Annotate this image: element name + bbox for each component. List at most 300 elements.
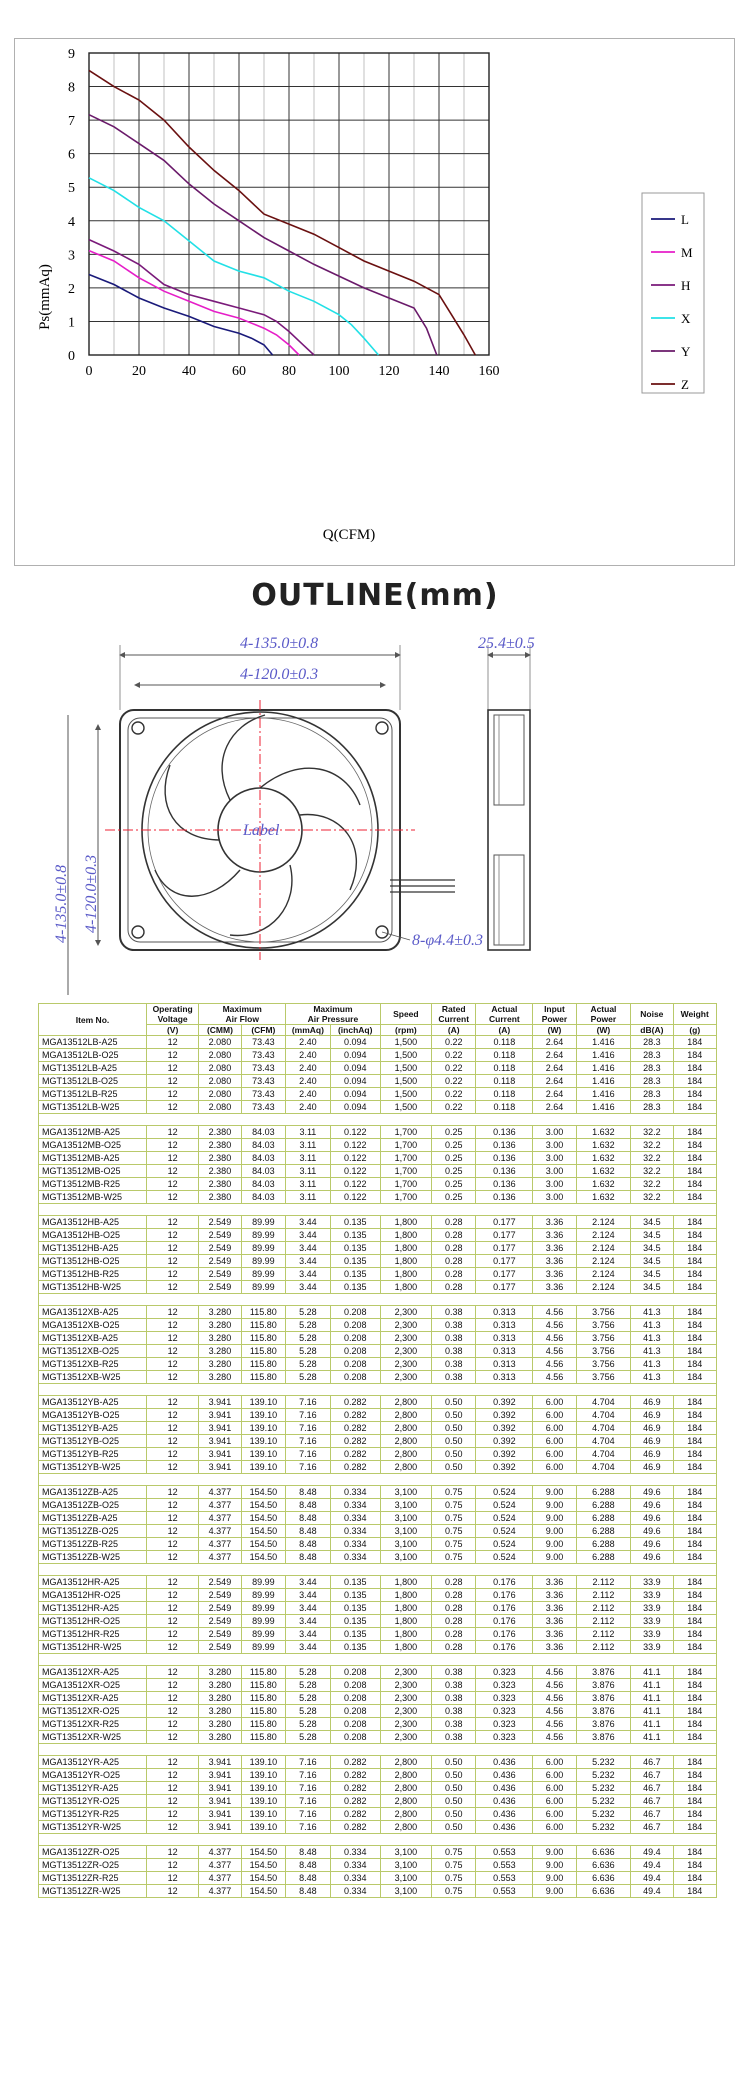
spec-cell: 115.80 (241, 1319, 286, 1332)
separator-cell (39, 1474, 717, 1486)
spec-cell: 2,300 (380, 1358, 431, 1371)
spec-cell: 115.80 (241, 1345, 286, 1358)
spec-cell: 0.208 (330, 1371, 380, 1384)
item-no-cell: MGT13512HB-R25 (39, 1268, 147, 1281)
spec-cell: 12 (146, 1808, 198, 1821)
table-row (39, 1666, 717, 1679)
spec-cell: 4.56 (533, 1358, 576, 1371)
spec-cell: 184 (673, 1075, 717, 1088)
spec-cell: 34.5 (631, 1242, 673, 1255)
spec-cell: 4.704 (576, 1396, 631, 1409)
spec-cell: 9.00 (533, 1486, 576, 1499)
spec-cell: 4.704 (576, 1422, 631, 1435)
spec-cell: 0.118 (476, 1088, 533, 1101)
spec-cell: 9.00 (533, 1885, 576, 1898)
spec-cell: 9.00 (533, 1846, 576, 1859)
spec-cell: 0.75 (431, 1551, 476, 1564)
spec-cell: 139.10 (241, 1448, 286, 1461)
spec-cell: 1,700 (380, 1165, 431, 1178)
spec-cell: 84.03 (241, 1191, 286, 1204)
spec-cell: 184 (673, 1551, 717, 1564)
spec-cell: 89.99 (241, 1216, 286, 1229)
spec-cell: 184 (673, 1409, 717, 1422)
table-row (39, 1872, 717, 1885)
spec-cell: 2.549 (199, 1589, 241, 1602)
spec-cell: 4.377 (199, 1512, 241, 1525)
series-line-l (89, 275, 273, 356)
item-no-cell: MGA13512HR-O25 (39, 1589, 147, 1602)
spec-cell: 2.64 (533, 1075, 576, 1088)
spec-cell: 0.22 (431, 1036, 476, 1049)
spec-cell: 184 (673, 1229, 717, 1242)
spec-cell: 2,800 (380, 1795, 431, 1808)
spec-cell: 4.377 (199, 1486, 241, 1499)
item-no-cell: MGT13512ZR-R25 (39, 1872, 147, 1885)
spec-cell: 3.941 (199, 1448, 241, 1461)
spec-cell: 0.135 (330, 1628, 380, 1641)
spec-cell: 184 (673, 1499, 717, 1512)
item-no-cell: MGT13512HB-W25 (39, 1281, 147, 1294)
spec-cell: 3.44 (286, 1268, 331, 1281)
spec-cell: 0.50 (431, 1409, 476, 1422)
table-row (39, 1178, 717, 1191)
spec-cell: 0.122 (330, 1152, 380, 1165)
spec-cell: 0.392 (476, 1422, 533, 1435)
spec-cell: 46.9 (631, 1422, 673, 1435)
spec-cell: 1,800 (380, 1641, 431, 1654)
table-row (39, 1551, 717, 1564)
spec-cell: 3.36 (533, 1628, 576, 1641)
spec-cell: 3.36 (533, 1229, 576, 1242)
table-row (39, 1461, 717, 1474)
spec-cell: 2.124 (576, 1229, 631, 1242)
spec-cell: 8.48 (286, 1846, 331, 1859)
spec-cell: 3,100 (380, 1885, 431, 1898)
spec-cell: 1.632 (576, 1178, 631, 1191)
y-tick-label: 0 (68, 349, 75, 364)
spec-cell: 41.3 (631, 1332, 673, 1345)
spec-cell: 0.282 (330, 1435, 380, 1448)
spec-cell: 0.135 (330, 1615, 380, 1628)
spec-cell: 46.9 (631, 1448, 673, 1461)
spec-cell: 12 (146, 1049, 198, 1062)
spec-cell: 0.094 (330, 1062, 380, 1075)
spec-cell: 49.6 (631, 1499, 673, 1512)
spec-cell: 9.00 (533, 1499, 576, 1512)
spec-cell: 0.118 (476, 1075, 533, 1088)
spec-cell: 2.080 (199, 1075, 241, 1088)
item-no-cell: MGA13512MB-A25 (39, 1126, 147, 1139)
spec-cell: 0.177 (476, 1255, 533, 1268)
spec-cell: 184 (673, 1152, 717, 1165)
spec-cell: 3,100 (380, 1859, 431, 1872)
spec-cell: 32.2 (631, 1152, 673, 1165)
spec-cell: 7.16 (286, 1422, 331, 1435)
spec-cell: 0.282 (330, 1409, 380, 1422)
spec-cell: 3.36 (533, 1576, 576, 1589)
header-voltage: Operating Voltage (146, 1004, 198, 1025)
spec-cell: 184 (673, 1088, 717, 1101)
spec-cell: 115.80 (241, 1306, 286, 1319)
spec-cell: 7.16 (286, 1782, 331, 1795)
spec-cell: 4.377 (199, 1846, 241, 1859)
spec-cell: 184 (673, 1126, 717, 1139)
item-no-cell: MGA13512ZB-O25 (39, 1499, 147, 1512)
spec-cell: 33.9 (631, 1615, 673, 1628)
spec-cell: 0.75 (431, 1486, 476, 1499)
spec-cell: 12 (146, 1628, 198, 1641)
spec-cell: 5.232 (576, 1756, 631, 1769)
table-row (39, 1795, 717, 1808)
spec-cell: 184 (673, 1512, 717, 1525)
spec-cell: 0.118 (476, 1049, 533, 1062)
item-no-cell: MGT13512XR-A25 (39, 1692, 147, 1705)
table-row (39, 1448, 717, 1461)
table-row (39, 1486, 717, 1499)
spec-cell: 73.43 (241, 1036, 286, 1049)
group-separator (39, 1204, 717, 1216)
spec-cell: 49.4 (631, 1846, 673, 1859)
spec-cell: 0.282 (330, 1422, 380, 1435)
spec-cell: 0.136 (476, 1191, 533, 1204)
spec-cell: 184 (673, 1782, 717, 1795)
x-tick-label: 120 (378, 364, 400, 379)
item-no-cell: MGA13512HB-A25 (39, 1216, 147, 1229)
spec-cell: 3.00 (533, 1165, 576, 1178)
spec-table-container (38, 1003, 717, 1898)
spec-cell: 4.704 (576, 1461, 631, 1474)
separator-cell (39, 1294, 717, 1306)
spec-cell: 0.094 (330, 1036, 380, 1049)
dim-outer-height: 4-135.0±0.8 (53, 864, 70, 943)
table-row (39, 1782, 717, 1795)
item-no-cell: MGT13512HR-R25 (39, 1628, 147, 1641)
spec-cell: 9.00 (533, 1512, 576, 1525)
table-row (39, 1602, 717, 1615)
spec-cell: 28.3 (631, 1075, 673, 1088)
unit-cell: (A) (476, 1025, 533, 1036)
item-no-cell: MGT13512YR-O25 (39, 1795, 147, 1808)
spec-cell: 2.380 (199, 1178, 241, 1191)
spec-cell: 3,100 (380, 1551, 431, 1564)
spec-cell: 46.7 (631, 1769, 673, 1782)
spec-cell: 8.48 (286, 1872, 331, 1885)
spec-cell: 49.6 (631, 1551, 673, 1564)
spec-cell: 2.40 (286, 1036, 331, 1049)
spec-cell: 12 (146, 1229, 198, 1242)
spec-cell: 4.56 (533, 1731, 576, 1744)
header-input-power: Input Power (533, 1004, 576, 1025)
spec-cell: 184 (673, 1332, 717, 1345)
spec-cell: 0.313 (476, 1345, 533, 1358)
legend-box (642, 193, 704, 393)
spec-cell: 0.176 (476, 1628, 533, 1641)
spec-cell: 0.135 (330, 1216, 380, 1229)
spec-cell: 3.36 (533, 1589, 576, 1602)
unit-cell: (CMM) (199, 1025, 241, 1036)
spec-cell: 12 (146, 1448, 198, 1461)
unit-cell: (g) (673, 1025, 717, 1036)
spec-cell: 3.44 (286, 1602, 331, 1615)
spec-cell: 89.99 (241, 1281, 286, 1294)
table-row (39, 1062, 717, 1075)
spec-cell: 0.118 (476, 1101, 533, 1114)
spec-cell: 8.48 (286, 1499, 331, 1512)
spec-cell: 8.48 (286, 1885, 331, 1898)
spec-cell: 0.135 (330, 1576, 380, 1589)
spec-cell: 3.280 (199, 1306, 241, 1319)
spec-cell: 0.38 (431, 1718, 476, 1731)
group-separator (39, 1564, 717, 1576)
spec-cell: 3.756 (576, 1358, 631, 1371)
item-no-cell: MGT13512ZB-R25 (39, 1538, 147, 1551)
spec-cell: 2.080 (199, 1036, 241, 1049)
item-no-cell: MGT13512YB-O25 (39, 1435, 147, 1448)
spec-cell: 0.323 (476, 1705, 533, 1718)
spec-cell: 3,100 (380, 1512, 431, 1525)
spec-cell: 41.3 (631, 1319, 673, 1332)
spec-cell: 0.75 (431, 1512, 476, 1525)
spec-cell: 0.282 (330, 1821, 380, 1834)
spec-cell: 0.38 (431, 1679, 476, 1692)
spec-cell: 184 (673, 1448, 717, 1461)
spec-cell: 2,800 (380, 1409, 431, 1422)
table-row (39, 1499, 717, 1512)
header-rated-current: Rated Current (431, 1004, 476, 1025)
item-no-cell: MGT13512MB-O25 (39, 1165, 147, 1178)
spec-cell: 12 (146, 1615, 198, 1628)
spec-cell: 2.40 (286, 1101, 331, 1114)
spec-cell: 184 (673, 1165, 717, 1178)
unit-cell: (rpm) (380, 1025, 431, 1036)
spec-cell: 0.135 (330, 1281, 380, 1294)
spec-cell: 0.50 (431, 1795, 476, 1808)
unit-cell: (V) (146, 1025, 198, 1036)
separator-cell (39, 1654, 717, 1666)
y-axis-label: Ps(mmAq) (37, 264, 53, 330)
y-tick-label: 5 (68, 181, 75, 197)
series-line-m (89, 251, 299, 355)
spec-cell: 1,700 (380, 1139, 431, 1152)
spec-cell: 12 (146, 1139, 198, 1152)
spec-cell: 154.50 (241, 1486, 286, 1499)
item-no-cell: MGA13512HR-A25 (39, 1576, 147, 1589)
spec-cell: 2.64 (533, 1036, 576, 1049)
spec-cell: 28.3 (631, 1036, 673, 1049)
spec-cell: 2,800 (380, 1448, 431, 1461)
spec-cell: 5.28 (286, 1718, 331, 1731)
spec-cell: 1,500 (380, 1101, 431, 1114)
spec-cell: 0.177 (476, 1242, 533, 1255)
spec-cell: 4.704 (576, 1448, 631, 1461)
spec-cell: 1.632 (576, 1139, 631, 1152)
spec-cell: 2,300 (380, 1306, 431, 1319)
spec-cell: 2.112 (576, 1589, 631, 1602)
spec-cell: 0.524 (476, 1499, 533, 1512)
spec-cell: 6.288 (576, 1499, 631, 1512)
table-row (39, 1139, 717, 1152)
spec-cell: 41.3 (631, 1358, 673, 1371)
spec-cell: 3.44 (286, 1589, 331, 1602)
spec-cell: 0.136 (476, 1178, 533, 1191)
spec-cell: 0.28 (431, 1229, 476, 1242)
table-row (39, 1589, 717, 1602)
table-row (39, 1435, 717, 1448)
spec-cell: 184 (673, 1358, 717, 1371)
outline-drawing (53, 615, 740, 950)
spec-cell: 184 (673, 1718, 717, 1731)
spec-cell: 0.177 (476, 1281, 533, 1294)
spec-cell: 0.208 (330, 1332, 380, 1345)
spec-cell: 0.553 (476, 1872, 533, 1885)
spec-cell: 2.549 (199, 1255, 241, 1268)
chart-legend (642, 193, 704, 393)
spec-cell: 139.10 (241, 1396, 286, 1409)
item-no-cell: MGA13512XB-A25 (39, 1306, 147, 1319)
spec-cell: 0.25 (431, 1152, 476, 1165)
header-weight: Weight (673, 1004, 717, 1025)
item-no-cell: MGT13512ZR-O25 (39, 1859, 147, 1872)
spec-cell: 0.524 (476, 1551, 533, 1564)
spec-cell: 154.50 (241, 1499, 286, 1512)
item-no-cell: MGT13512LB-A25 (39, 1062, 147, 1075)
spec-cell: 12 (146, 1538, 198, 1551)
spec-cell: 1,800 (380, 1242, 431, 1255)
spec-cell: 12 (146, 1705, 198, 1718)
spec-cell: 184 (673, 1049, 717, 1062)
spec-cell: 3.941 (199, 1782, 241, 1795)
table-row (39, 1049, 717, 1062)
spec-cell: 46.9 (631, 1409, 673, 1422)
table-row (39, 1088, 717, 1101)
spec-cell: 139.10 (241, 1422, 286, 1435)
spec-cell: 184 (673, 1846, 717, 1859)
spec-cell: 6.636 (576, 1872, 631, 1885)
dim-inner-height: 4-120.0±0.3 (83, 854, 100, 933)
spec-cell: 7.16 (286, 1461, 331, 1474)
separator-cell (39, 1834, 717, 1846)
spec-cell: 1,700 (380, 1191, 431, 1204)
spec-cell: 0.524 (476, 1538, 533, 1551)
spec-cell: 89.99 (241, 1589, 286, 1602)
x-tick-label: 160 (478, 364, 500, 379)
spec-cell: 12 (146, 1319, 198, 1332)
spec-cell: 1.416 (576, 1075, 631, 1088)
spec-cell: 46.7 (631, 1756, 673, 1769)
spec-cell: 2.112 (576, 1576, 631, 1589)
spec-cell: 184 (673, 1036, 717, 1049)
spec-cell: 184 (673, 1628, 717, 1641)
item-no-cell: MGT13512XB-O25 (39, 1345, 147, 1358)
spec-cell: 32.2 (631, 1178, 673, 1191)
spec-cell: 1,700 (380, 1178, 431, 1191)
spec-cell: 1.632 (576, 1126, 631, 1139)
spec-cell: 4.377 (199, 1551, 241, 1564)
spec-cell: 4.377 (199, 1885, 241, 1898)
spec-cell: 12 (146, 1075, 198, 1088)
spec-cell: 6.288 (576, 1551, 631, 1564)
spec-cell: 4.56 (533, 1666, 576, 1679)
spec-cell: 0.392 (476, 1448, 533, 1461)
spec-cell: 3.44 (286, 1242, 331, 1255)
spec-cell: 73.43 (241, 1062, 286, 1075)
spec-cell: 0.094 (330, 1075, 380, 1088)
spec-cell: 12 (146, 1306, 198, 1319)
table-row (39, 1846, 717, 1859)
spec-cell: 12 (146, 1589, 198, 1602)
spec-cell: 2.549 (199, 1281, 241, 1294)
item-no-cell: MGT13512HR-W25 (39, 1641, 147, 1654)
spec-cell: 49.6 (631, 1512, 673, 1525)
spec-cell: 3.941 (199, 1821, 241, 1834)
spec-cell: 1,800 (380, 1281, 431, 1294)
spec-cell: 2,800 (380, 1396, 431, 1409)
spec-cell: 0.208 (330, 1692, 380, 1705)
spec-cell: 1.632 (576, 1165, 631, 1178)
table-row (39, 1859, 717, 1872)
spec-cell: 4.56 (533, 1345, 576, 1358)
spec-cell: 3.876 (576, 1692, 631, 1705)
spec-cell: 6.00 (533, 1422, 576, 1435)
spec-cell: 0.334 (330, 1551, 380, 1564)
table-row (39, 1101, 717, 1114)
spec-cell: 12 (146, 1101, 198, 1114)
spec-cell: 12 (146, 1551, 198, 1564)
spec-cell: 0.28 (431, 1281, 476, 1294)
spec-cell: 184 (673, 1396, 717, 1409)
spec-cell: 41.3 (631, 1371, 673, 1384)
spec-cell: 5.28 (286, 1666, 331, 1679)
spec-cell: 84.03 (241, 1152, 286, 1165)
spec-cell: 184 (673, 1191, 717, 1204)
spec-cell: 139.10 (241, 1808, 286, 1821)
item-no-cell: MGA13512XR-A25 (39, 1666, 147, 1679)
spec-cell: 115.80 (241, 1718, 286, 1731)
spec-cell: 0.28 (431, 1589, 476, 1602)
item-no-cell: MGT13512MB-W25 (39, 1191, 147, 1204)
spec-cell: 2.64 (533, 1088, 576, 1101)
spec-cell: 3,100 (380, 1525, 431, 1538)
spec-cell: 0.75 (431, 1499, 476, 1512)
unit-cell: (mmAq) (286, 1025, 331, 1036)
spec-cell: 0.50 (431, 1422, 476, 1435)
pq-chart (14, 38, 735, 566)
spec-cell: 6.00 (533, 1448, 576, 1461)
spec-cell: 0.28 (431, 1641, 476, 1654)
spec-cell: 12 (146, 1242, 198, 1255)
separator-cell (39, 1114, 717, 1126)
spec-cell: 33.9 (631, 1589, 673, 1602)
spec-cell: 41.1 (631, 1731, 673, 1744)
item-no-cell: MGT13512XR-W25 (39, 1731, 147, 1744)
spec-cell: 5.28 (286, 1371, 331, 1384)
spec-cell: 12 (146, 1769, 198, 1782)
table-row (39, 1152, 717, 1165)
spec-cell: 0.282 (330, 1808, 380, 1821)
spec-cell: 12 (146, 1859, 198, 1872)
spec-cell: 46.9 (631, 1396, 673, 1409)
item-no-cell: MGT13512XB-W25 (39, 1371, 147, 1384)
spec-cell: 33.9 (631, 1602, 673, 1615)
spec-cell: 3.11 (286, 1191, 331, 1204)
separator-cell (39, 1384, 717, 1396)
spec-cell: 2,300 (380, 1718, 431, 1731)
spec-cell: 3.941 (199, 1769, 241, 1782)
spec-cell: 5.232 (576, 1769, 631, 1782)
spec-cell: 49.4 (631, 1885, 673, 1898)
spec-cell: 4.377 (199, 1499, 241, 1512)
spec-cell: 12 (146, 1126, 198, 1139)
